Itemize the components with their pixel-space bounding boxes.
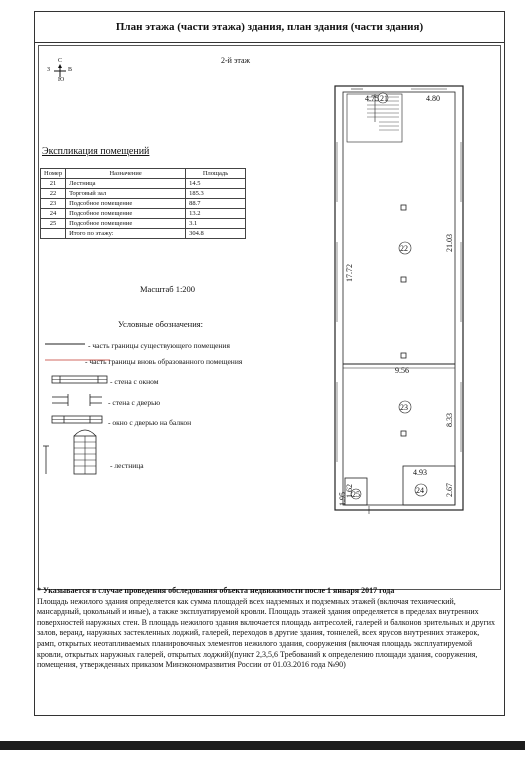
- dim-right-upper: 21.03: [445, 234, 454, 252]
- room-24-label: 24: [416, 486, 424, 495]
- table-row: [41, 219, 246, 229]
- row-purpose: Подсобное помещение: [66, 209, 186, 219]
- table-total-row: [41, 229, 246, 239]
- room-23-label: 23: [400, 403, 408, 412]
- note-footnote: * Указывается в случае проведения обследования объекта недвижимости после 1 января 2017 года: [37, 586, 395, 595]
- table-row: [41, 209, 246, 219]
- dim-room25-w: 1.95: [338, 492, 347, 506]
- compass-west: З: [47, 67, 51, 73]
- row-number: 21: [41, 179, 66, 189]
- legend-new-boundary: - часть границы вновь образованного помещения: [85, 357, 243, 366]
- row-number: 25: [41, 219, 66, 229]
- table-row: [41, 179, 246, 189]
- compass-north: С: [58, 58, 63, 64]
- dim-room24-height: 2.67: [445, 483, 454, 497]
- dim-left-upper: 17.72: [345, 264, 354, 282]
- compass-east: В: [68, 67, 73, 73]
- stairs-icon: [43, 430, 96, 474]
- page-title: План этажа (части этажа) здания, план здания (части здания): [35, 12, 504, 43]
- header-number: Номер: [41, 169, 66, 179]
- total-value: 304.8: [186, 229, 246, 239]
- notes: [37, 586, 499, 671]
- wall-window-icon: [52, 376, 107, 383]
- header-purpose: Назначение: [66, 169, 186, 179]
- room-25-label: 25: [352, 490, 360, 499]
- row-number: 24: [41, 209, 66, 219]
- floor-plan-svg: [323, 82, 473, 514]
- legend-balcony-door: - окно с дверью на балкон: [108, 418, 192, 427]
- row-area: 14.5: [186, 179, 246, 189]
- note-area-definition: Площадь нежилого здания определяется как сумма площадей всех надземных и подземных этажей (включая технический, мансардный, цокольный и иные), а также эксплуатируемой кровли. Площадь этажей здания определяется в пределах внутренних поверхностей наружных стен. В площадь нежилого здания включается площадь антресолей, галерей и балконов зрительных и других залов, веранд, наружных застекленных лоджий, галерей, переходов в другие здания, тоннелей, всех ярусов внутренних этажерок, рамп, открытых неотапливаемых планировочных элементов нежилого здания, сооружения (включая площадь эксплуатируемой кровли, открытых наружных галерей, открытых лоджий)(пункт 2,3,5,6 Требований к определению площади здания, сооружения, помещения, утвержденных приказом Минэкономразвития России от 01.03.2016 года №90): [37, 596, 496, 670]
- dim-room25-h: 1.62: [345, 484, 354, 498]
- row-purpose: Лестница: [66, 179, 186, 189]
- total-label: Итого по этажу:: [66, 229, 186, 239]
- row-area: 3.1: [186, 219, 246, 229]
- table-row: [41, 199, 246, 209]
- legend-stairs: - лестница: [110, 461, 144, 470]
- compass-rose: [47, 58, 73, 88]
- dim-mid: 9.56: [395, 366, 409, 375]
- wall-door-icon: [52, 394, 102, 406]
- row-number: 22: [41, 189, 66, 199]
- balcony-door-icon: [52, 416, 102, 423]
- legend-title: Условные обозначения:: [118, 319, 204, 329]
- dim-top-right: 4.80: [426, 94, 440, 103]
- floor-plan: [323, 82, 473, 514]
- row-area: 185.3: [186, 189, 246, 199]
- dim-room24-width: 4.93: [413, 468, 427, 477]
- row-number: 23: [41, 199, 66, 209]
- compass-south: Ю: [58, 77, 65, 83]
- row-area: 88.7: [186, 199, 246, 209]
- header-area: Площадь: [186, 169, 246, 179]
- explication-table: [40, 168, 246, 239]
- floor-label: 2-й этаж: [221, 56, 251, 65]
- table-header-row: [41, 169, 246, 179]
- room-22-label: 22: [400, 244, 408, 253]
- row-area: 13.2: [186, 209, 246, 219]
- table-row: [41, 189, 246, 199]
- explication-title: Экспликация помещений: [42, 146, 150, 157]
- legend-existing-boundary: - часть границы существующего помещения: [88, 341, 230, 350]
- row-purpose: Подсобное помещение: [66, 219, 186, 229]
- room-21-label: 21: [380, 94, 388, 103]
- legend-wall-door: - стена с дверью: [108, 398, 161, 407]
- compass-cross-icon: [53, 64, 67, 78]
- dim-right-lower: 8.33: [445, 413, 454, 427]
- dim-top-left: 4.75: [365, 94, 379, 103]
- legend-wall-window: - стена с окном: [110, 377, 159, 386]
- scale-label: Масштаб 1:200: [140, 284, 196, 294]
- row-purpose: Подсобное помещение: [66, 199, 186, 209]
- bottom-bar: [0, 741, 525, 750]
- row-purpose: Торговый зал: [66, 189, 186, 199]
